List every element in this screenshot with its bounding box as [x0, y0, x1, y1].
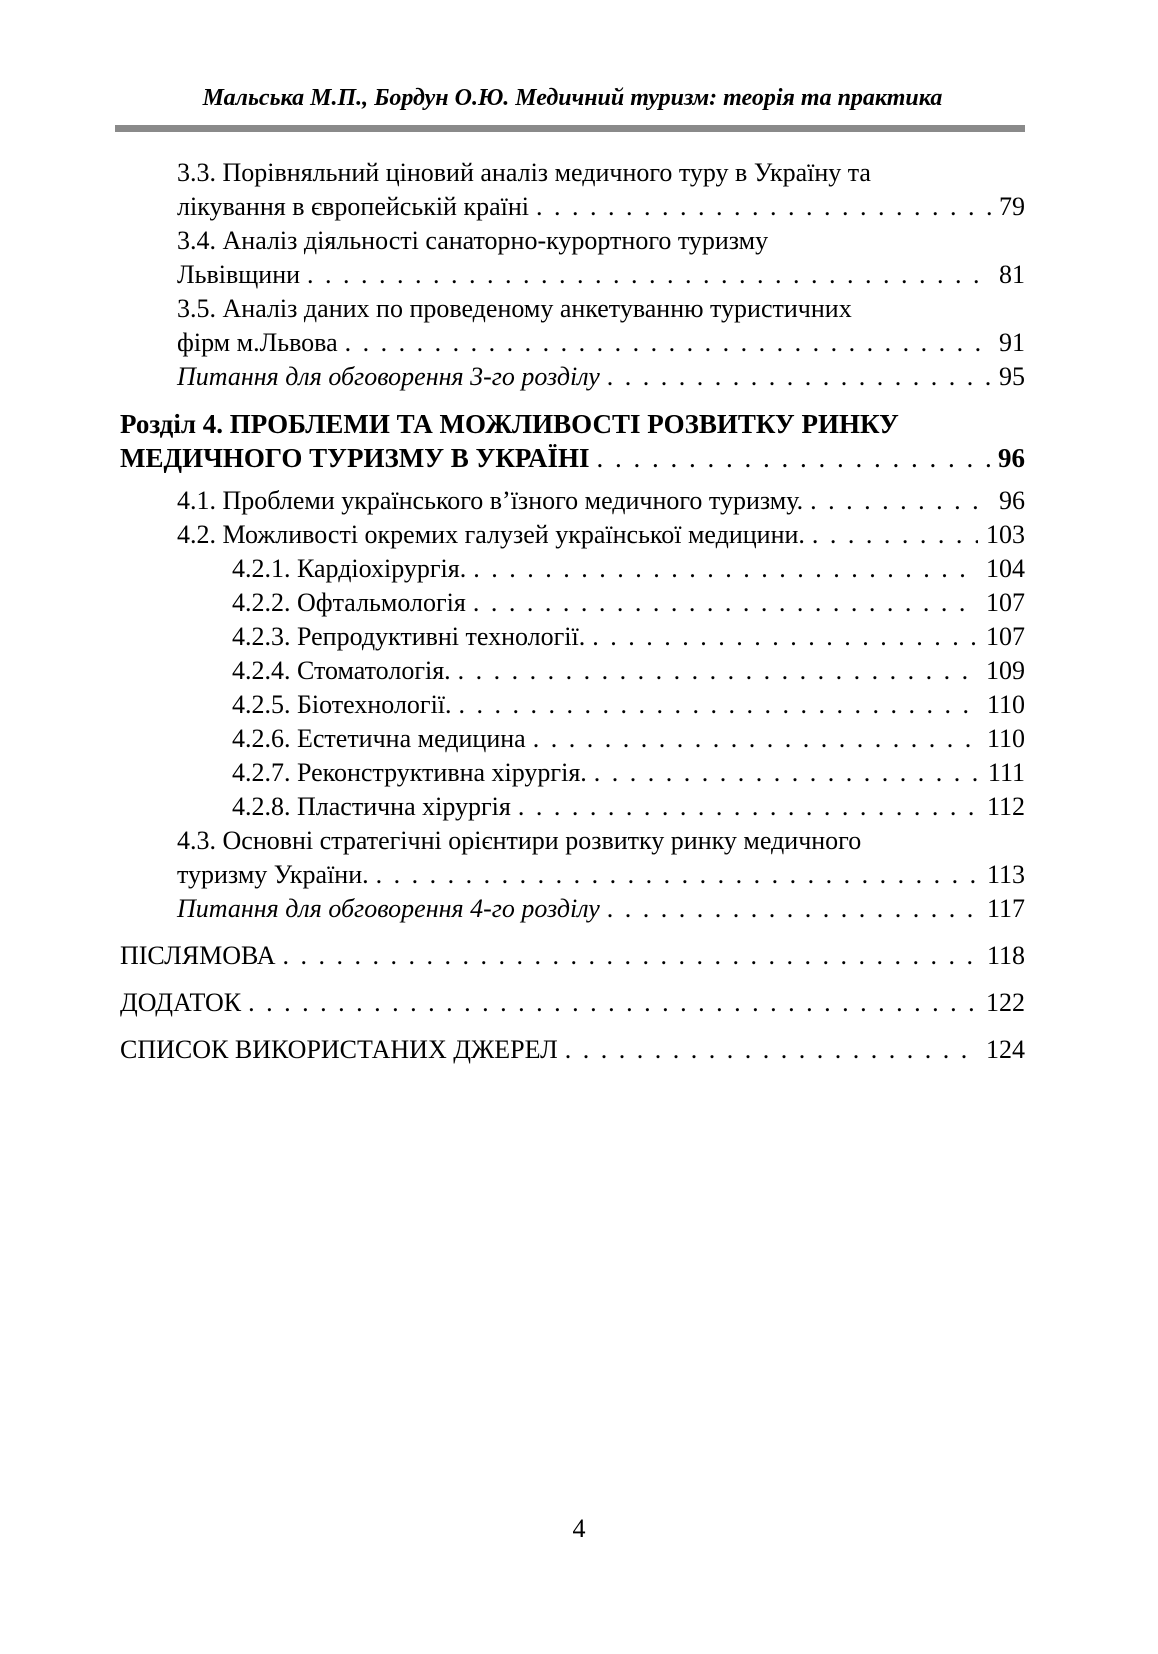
- page-content: [120, 84, 1025, 1067]
- dot-leader: [473, 552, 978, 586]
- toc-entry: [232, 620, 1025, 654]
- toc-entry: [177, 484, 1025, 518]
- toc-entry-text: 4.2.7. Реконструктивна хірургія.: [232, 758, 587, 787]
- toc-entry-text: туризму України.: [177, 860, 369, 889]
- toc-page-number: 113: [986, 860, 1025, 889]
- toc-page-number: 104: [986, 554, 1025, 583]
- dot-leader: [565, 1033, 978, 1067]
- toc-entry-last-line: [177, 326, 1025, 360]
- toc-page-number: 107: [986, 588, 1025, 617]
- toc-entry-text: Розділ 4. ПРОБЛЕМИ ТА МОЖЛИВОСТІ РОЗВИТКУ РИНКУ: [120, 409, 899, 439]
- toc-entry-text: СПИСОК ВИКОРИСТАНИХ ДЖЕРЕЛ: [120, 1035, 558, 1064]
- toc-entry-last-line: [177, 190, 1025, 224]
- toc-entry-last-line: [120, 441, 1025, 475]
- toc-entry: [232, 586, 1025, 620]
- dot-leader: [458, 654, 978, 688]
- toc-page-number: 109: [986, 656, 1025, 685]
- running-header: Мальська М.П., Бордун О.Ю. Медичний туризм: теорія та практика: [202, 85, 943, 111]
- toc-entry-last-line: [120, 1033, 1025, 1067]
- toc-page-number: 122: [986, 988, 1025, 1017]
- toc-entry-last-line: [120, 986, 1025, 1020]
- toc-entry: [177, 292, 1025, 360]
- toc-page-number: 81: [999, 260, 1025, 289]
- toc-entry: [177, 824, 1025, 892]
- toc-entry-last-line: [232, 756, 1025, 790]
- toc-entry-last-line: [177, 360, 1025, 394]
- dot-leader: [533, 722, 979, 756]
- toc-entry: [120, 407, 1025, 475]
- toc-entry-text: 3.5. Аналіз даних по проведеному анкетуванню туристичних: [177, 294, 852, 323]
- toc-entry-last-line: [177, 484, 1025, 518]
- toc-entry: [232, 688, 1025, 722]
- toc-entry: [232, 756, 1025, 790]
- toc-entry-text: Питання для обговорення 3-го розділу: [177, 362, 600, 391]
- toc-entry-text: 4.2.2. Офтальмологія: [232, 588, 466, 617]
- toc-entry-text: 4.2.6. Естетична медицина: [232, 724, 526, 753]
- toc-list: [120, 156, 1025, 1067]
- toc-entry-last-line: [177, 258, 1025, 292]
- toc-entry: [177, 892, 1025, 926]
- dot-leader: [376, 858, 979, 892]
- toc-entry: [177, 518, 1025, 552]
- dot-leader: [810, 484, 991, 518]
- toc-entry-text: 4.3. Основні стратегічні орієнтири розвитку ринку медичного: [177, 826, 862, 855]
- toc-page-number: 118: [986, 941, 1025, 970]
- toc-entry-text: 3.3. Порівняльний ціновий аналіз медичного туру в Україну та: [177, 158, 871, 187]
- toc-page-number: 95: [999, 362, 1025, 391]
- toc-page-number: 117: [986, 894, 1025, 923]
- toc-page-number: 91: [999, 328, 1025, 357]
- toc-entry-last-line: [232, 722, 1025, 756]
- toc-entry-last-line: [177, 892, 1025, 926]
- toc-entry-text: ПІСЛЯМОВА: [120, 941, 276, 970]
- toc-entry-text: МЕДИЧНОГО ТУРИЗМУ В УКРАЇНІ: [120, 443, 590, 473]
- toc-page-number: 103: [986, 520, 1025, 549]
- toc-entry-text: 4.2.8. Пластична хірургія: [232, 792, 511, 821]
- dot-leader: [248, 986, 978, 1020]
- toc-entry: [232, 552, 1025, 586]
- toc-entry-text: фірм м.Львова: [177, 328, 338, 357]
- toc-entry-text: 3.4. Аналіз діяльності санаторно-курортного туризму: [177, 226, 769, 255]
- toc-entry: [232, 722, 1025, 756]
- toc-entry-last-line: [232, 654, 1025, 688]
- toc-page-number: 124: [986, 1035, 1025, 1064]
- dot-leader: [345, 326, 991, 360]
- toc-entry-text: 4.2.5. Біотехнології.: [232, 690, 452, 719]
- dot-leader: [459, 688, 979, 722]
- toc-entry-last-line: [232, 688, 1025, 722]
- toc-page-number: 111: [987, 758, 1025, 787]
- dot-leader: [282, 939, 978, 973]
- dot-leader: [596, 441, 990, 475]
- dot-leader: [607, 892, 979, 926]
- toc-entry-text: 4.2.1. Кардіохірургія.: [232, 554, 467, 583]
- dot-leader: [536, 190, 991, 224]
- toc-entry: [177, 224, 1025, 292]
- toc-entry-last-line: [232, 552, 1025, 586]
- toc-page-number: 96: [999, 486, 1025, 515]
- toc-page-number: 110: [986, 724, 1025, 753]
- toc-page-number: 79: [999, 192, 1025, 221]
- toc-entry-last-line: [232, 620, 1025, 654]
- toc-entry-text: ДОДАТОК: [120, 988, 242, 1017]
- toc-entry: [120, 1033, 1025, 1067]
- toc-entry-text: лікування в європейській країні: [177, 192, 530, 221]
- dot-leader: [473, 586, 978, 620]
- toc-entry: [177, 360, 1025, 394]
- toc-entry: [232, 654, 1025, 688]
- header-rule-divider: [115, 125, 1025, 132]
- dot-leader: [607, 360, 991, 394]
- toc-entry-text: Питання для обговорення 4-го розділу: [177, 894, 600, 923]
- toc-entry-text: 4.1. Проблеми українського в’їзного медичного туризму.: [177, 486, 804, 515]
- dot-leader: [592, 620, 978, 654]
- toc-entry-text: Львівщини: [177, 260, 301, 289]
- toc-entry-last-line: [177, 518, 1025, 552]
- toc-page-number: 110: [986, 690, 1025, 719]
- page-number: 4: [572, 1514, 586, 1543]
- toc-entry: [120, 939, 1025, 973]
- dot-leader: [594, 756, 980, 790]
- toc-page-number: 96: [998, 443, 1025, 473]
- toc-entry: [120, 986, 1025, 1020]
- toc-entry-last-line: [177, 858, 1025, 892]
- dot-leader: [812, 518, 978, 552]
- dot-leader: [307, 258, 991, 292]
- toc-entry: [232, 790, 1025, 824]
- toc-page-number: 107: [986, 622, 1025, 651]
- toc-entry-text: 4.2.4. Стоматологія.: [232, 656, 451, 685]
- toc-entry-text: 4.2.3. Репродуктивні технології.: [232, 622, 586, 651]
- toc-entry-text: 4.2. Можливості окремих галузей української медицини.: [177, 520, 805, 549]
- toc-entry-last-line: [232, 586, 1025, 620]
- toc-entry-last-line: [232, 790, 1025, 824]
- dot-leader: [518, 790, 979, 824]
- toc-entry: [177, 156, 1025, 224]
- toc-page-number: 112: [986, 792, 1025, 821]
- toc-entry-last-line: [120, 939, 1025, 973]
